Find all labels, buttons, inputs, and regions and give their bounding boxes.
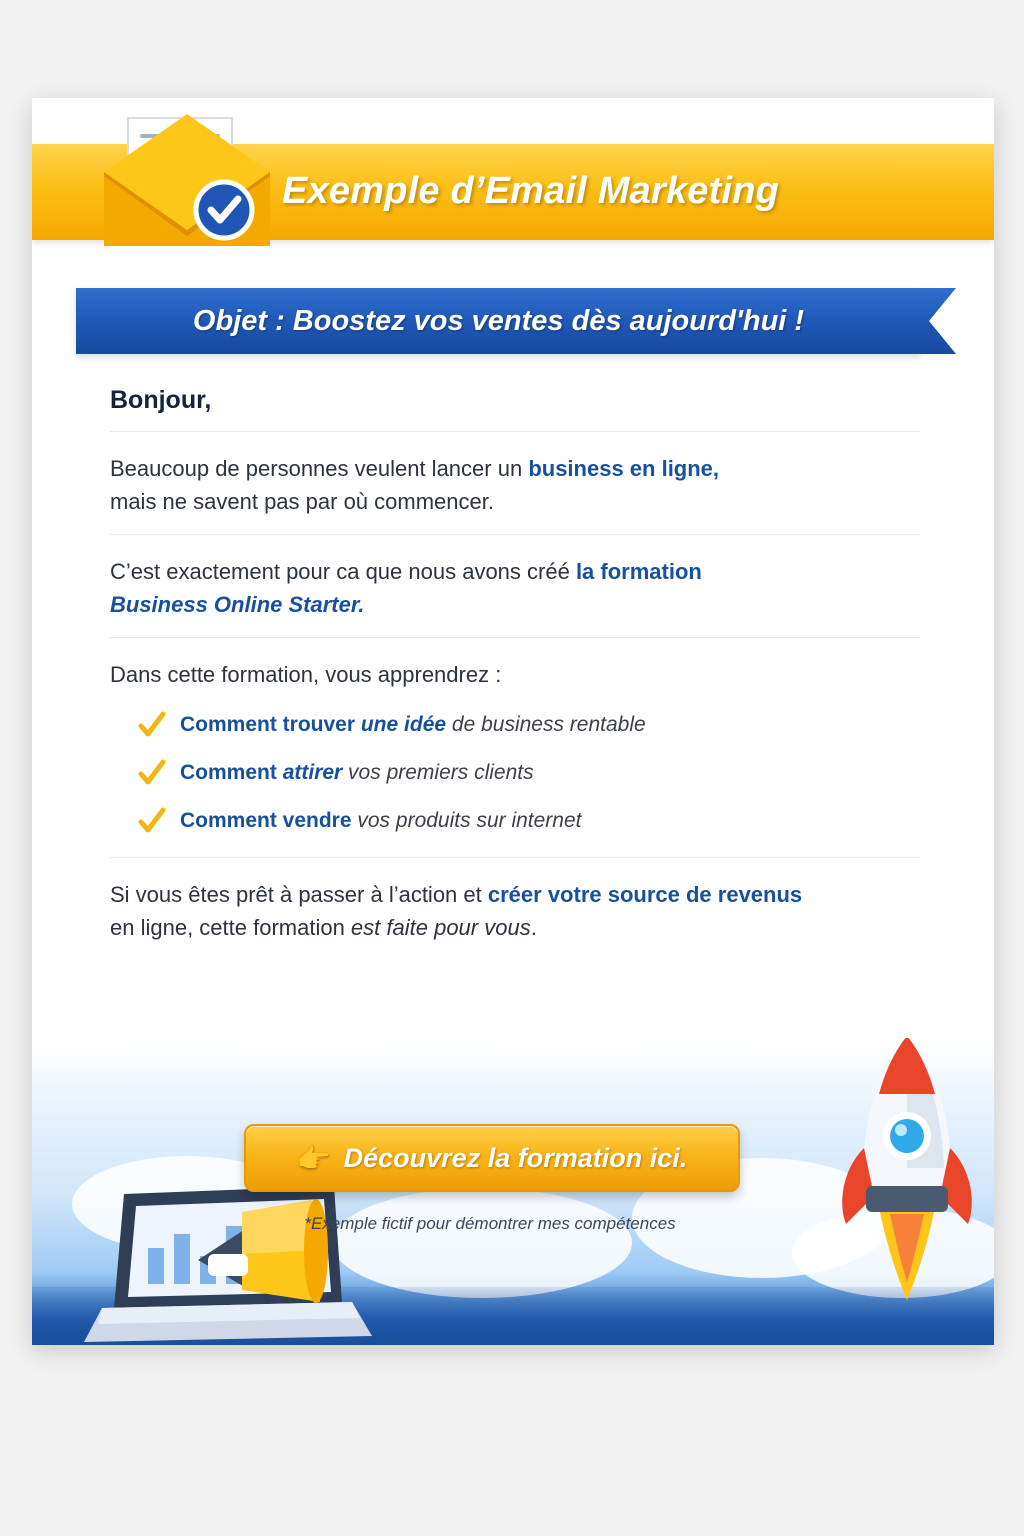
divider xyxy=(110,534,920,535)
cta-section xyxy=(32,1038,994,1345)
paragraph-1-bold: business en ligne, xyxy=(528,456,720,481)
paragraph-2-bold-b: Business Online Starter. xyxy=(110,592,365,617)
list-item-rest: vos produits sur internet xyxy=(351,809,582,832)
list-item-strong: Comment trouver xyxy=(180,713,361,736)
list-item-strong: Comment vendre xyxy=(180,809,352,832)
paragraph-2-text-a: C’est exactement pour ca que nous avons créé xyxy=(110,559,576,584)
greeting: Bonjour, xyxy=(110,386,212,414)
benefits-list xyxy=(138,713,920,835)
check-icon xyxy=(138,711,166,739)
paragraph-4-text-b: en ligne, cette formation xyxy=(110,915,351,940)
list-item-rest: de business rentable xyxy=(446,713,646,736)
paragraph-4 xyxy=(110,878,920,944)
paragraph-3: Dans cette formation, vous apprendrez : xyxy=(110,662,502,687)
paragraph-4-bold: créer votre source de revenus xyxy=(487,882,803,907)
paragraph-2 xyxy=(110,555,920,621)
paragraph-1 xyxy=(110,452,920,518)
divider xyxy=(110,431,920,432)
check-icon xyxy=(138,807,166,835)
list-item xyxy=(138,713,920,739)
paragraph-4-text-a: Si vous êtes prêt à passer à l’action et xyxy=(110,882,488,907)
subject-label: Objet : Boostez vos ventes dès aujourd'hui ! xyxy=(192,304,805,337)
list-item-strong-italic: attirer xyxy=(282,761,343,784)
paragraph-1-text-b: mais ne savent pas par où commencer. xyxy=(110,489,494,514)
divider xyxy=(110,857,920,858)
list-item xyxy=(138,761,920,787)
list-item-strong: Comment xyxy=(180,761,283,784)
list-item xyxy=(138,809,920,835)
cta-button[interactable] xyxy=(244,1124,740,1192)
check-icon xyxy=(138,759,166,787)
paragraph-2-bold-a: la formation xyxy=(575,559,702,584)
cta-button-label: Découvrez la formation ici. xyxy=(343,1142,688,1173)
email-body xyxy=(110,386,920,944)
divider xyxy=(110,637,920,638)
pointing-hand-icon: 👉 xyxy=(296,1142,332,1174)
list-item-rest: vos premiers clients xyxy=(342,761,534,784)
subject-ribbon xyxy=(76,288,956,354)
envelope-check-icon xyxy=(94,112,280,254)
paragraph-4-text-c: . xyxy=(530,915,537,940)
page-title: Exemple d’Email Marketing xyxy=(282,169,780,212)
email-document xyxy=(32,98,994,1345)
paragraph-4-italic: est faite pour vous xyxy=(350,915,531,940)
paragraph-1-text-a: Beaucoup de personnes veulent lancer un xyxy=(110,456,529,481)
footnote: *Exemple fictif pour démontrer mes compétences xyxy=(304,1214,676,1233)
rocket-icon xyxy=(832,1038,982,1328)
list-item-strong-italic: une idée xyxy=(360,713,447,736)
